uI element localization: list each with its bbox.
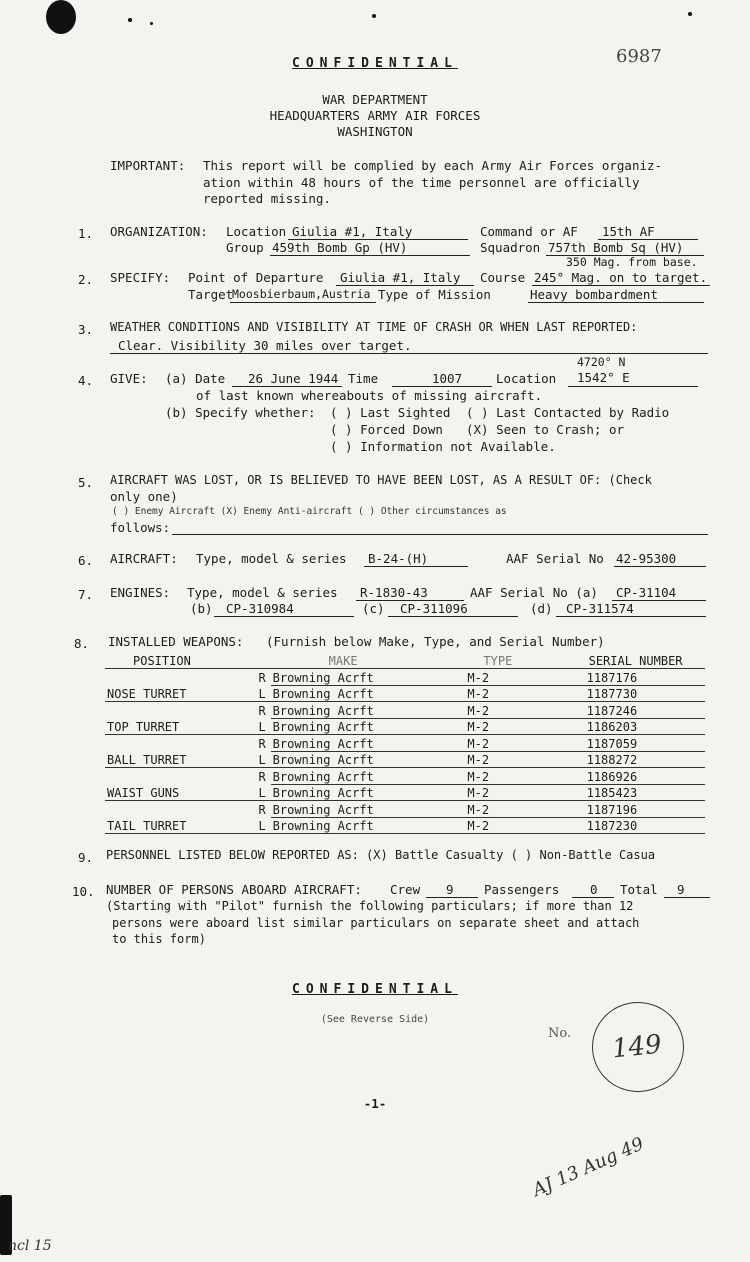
s10-line3: persons were aboard list similar particulars on separate sheet and attach (112, 916, 640, 930)
s7-c-rule (388, 616, 518, 617)
table-row (105, 768, 705, 785)
s6-type: B-24-(H) (368, 551, 429, 566)
s4-location-label: Location (496, 371, 557, 386)
war-department: WAR DEPARTMENT (322, 92, 428, 107)
s7-num: 7. (78, 587, 94, 602)
weapon-side: R (258, 704, 266, 718)
s10-line4: to this form) (112, 932, 206, 946)
stamp-no-label: No. (548, 1026, 572, 1041)
page-number: -1- (363, 1096, 387, 1111)
table-row (105, 751, 705, 768)
s7-b: CP-310984 (226, 601, 294, 616)
s8-label: INSTALLED WEAPONS: (108, 634, 244, 649)
weapon-type: M-2 (447, 817, 568, 834)
weapon-type: M-2 (447, 784, 568, 801)
important-label: IMPORTANT: (110, 158, 186, 173)
s4-num: 4. (78, 373, 94, 388)
s6-serial-rule (614, 566, 706, 567)
s7-type-label: Type, model & series (187, 585, 338, 600)
s7-d: CP-311574 (566, 601, 634, 616)
s7-type: R-1830-43 (360, 585, 428, 600)
weapon-side: R (258, 737, 266, 751)
weapon-position: TOP TURRET (105, 718, 257, 735)
table-row (105, 817, 705, 834)
weapon-make: Browning Acrft (271, 817, 448, 834)
s10-label: NUMBER OF PERSONS ABOARD AIRCRAFT: (106, 882, 362, 897)
weapon-side: L (257, 685, 271, 702)
s4-lon: 1542° E (577, 370, 630, 385)
weapon-side: L (257, 751, 271, 768)
weapon-serial: 1186203 (569, 718, 705, 735)
s6-type-rule (364, 566, 468, 567)
s3-value: Clear. Visibility 30 miles over target. (118, 338, 412, 353)
ink-blot (46, 0, 76, 34)
s9-text: PERSONNEL LISTED BELOW REPORTED AS: (X) Battle Casualty ( ) Non-Battle Casua (106, 848, 656, 862)
s7-d-label: (d) (530, 601, 553, 616)
weapon-side: R (258, 803, 266, 817)
s2-course-label: Course (480, 270, 526, 285)
weapon-position (105, 702, 257, 719)
s1-squadron: 757th Bomb Sq (HV) (548, 240, 684, 255)
table-row (105, 669, 705, 686)
s2-course: 245° Mag. on to target. (534, 270, 708, 285)
hq-aaf: HEADQUARTERS ARMY AIR FORCES (269, 108, 481, 123)
s4-opt2[interactable]: ( ) Last Contacted by Radio (466, 405, 670, 420)
weapon-serial: 1185423 (569, 784, 705, 801)
weapon-type: M-2 (447, 768, 568, 785)
weapon-position (105, 801, 257, 818)
s5-follows: follows: (110, 520, 171, 535)
s10-line2: (Starting with "Pilot" furnish the following particulars; if more than 12 (106, 899, 634, 913)
s6-serial-label: AAF Serial No (506, 551, 604, 566)
weapon-position (105, 768, 257, 785)
weapon-serial: 1187059 (569, 735, 705, 752)
s4-b-label: (b) Specify whether: (165, 405, 316, 420)
s5-options[interactable]: ( ) Enemy Aircraft (X) Enemy Anti-aircraft ( ) Other circumstances as (112, 506, 507, 517)
s1-group: 459th Bomb Gp (HV) (272, 240, 408, 255)
s5-num: 5. (78, 475, 94, 490)
confidential-header: CONFIDENTIAL (292, 56, 458, 71)
page-number-stamp: 6987 (616, 46, 662, 67)
weapon-make: Browning Acrft (271, 768, 448, 785)
s2-target-rule (230, 302, 376, 303)
s4-a-label: (a) Date (165, 371, 226, 386)
s4-lat: 4720° N (577, 355, 626, 369)
table-row (105, 801, 705, 818)
s2-mission: Heavy bombardment (530, 287, 658, 302)
weapons-header-row (105, 652, 705, 669)
weapon-position: BALL TURRET (105, 751, 257, 768)
weapon-side: L (257, 784, 271, 801)
s7-serial-label: AAF Serial No (a) (470, 585, 598, 600)
weapon-serial: 1187246 (569, 702, 705, 719)
weapon-make: Browning Acrft (271, 735, 448, 752)
s6-label: AIRCRAFT: (110, 551, 178, 566)
s2-mission-label: Type of Mission (378, 287, 491, 302)
weapon-position (105, 735, 257, 752)
s3-label: WEATHER CONDITIONS AND VISIBILITY AT TIME OF CRASH OR WHEN LAST REPORTED: (110, 320, 638, 334)
weapon-position (105, 669, 257, 686)
weapon-type: M-2 (447, 801, 568, 818)
weapon-position: WAIST GUNS (105, 784, 257, 801)
s9-num: 9. (78, 850, 94, 865)
s4-opt3[interactable]: ( ) Forced Down (330, 422, 443, 437)
s2-departure-label: Point of Departure (188, 270, 324, 285)
corner-note: ncl 15 (8, 1238, 52, 1254)
important-line2: ation within 48 hours of the time personnel are officially (203, 175, 640, 190)
weapon-type: M-2 (447, 751, 568, 768)
weapon-side: R (258, 671, 266, 685)
weapons-table (105, 652, 705, 834)
s1-label: ORGANIZATION: (110, 224, 208, 239)
s1-num: 1. (78, 226, 94, 241)
s4-opt4[interactable]: (X) Seen to Crash; or (466, 422, 625, 437)
weapon-make: Browning Acrft (271, 718, 448, 735)
weapon-type: M-2 (447, 685, 568, 702)
weapon-make: Browning Acrft (271, 784, 448, 801)
s7-d-rule (556, 616, 706, 617)
weapon-make: Browning Acrft (271, 669, 448, 686)
s6-type-label: Type, model & series (196, 551, 347, 566)
see-reverse: (See Reverse Side) (320, 1014, 430, 1025)
weapon-make: Browning Acrft (271, 751, 448, 768)
table-row (105, 784, 705, 801)
s2-mission-rule (528, 302, 704, 303)
weapon-serial: 1187730 (569, 685, 705, 702)
weapon-make: Browning Acrft (271, 685, 448, 702)
s2-num: 2. (78, 272, 94, 287)
weapon-side: L (257, 817, 271, 834)
weapon-serial: 1186926 (569, 768, 705, 785)
table-row (105, 702, 705, 719)
s7-c: CP-311096 (400, 601, 468, 616)
s7-c-label: (c) (362, 601, 385, 616)
stamp-number: 149 (610, 1029, 664, 1065)
s10-pass-label: Passengers (484, 882, 560, 897)
s10-total: 9 (677, 882, 685, 897)
table-row (105, 685, 705, 702)
s4-date: 26 June 1944 (248, 371, 339, 386)
weapon-position: NOSE TURRET (105, 685, 257, 702)
s5-label2: only one) (110, 489, 178, 504)
s4-time-label: Time (348, 371, 379, 386)
s10-crew: 9 (446, 882, 454, 897)
weapon-serial: 1187230 (569, 817, 705, 834)
s8-num: 8. (74, 636, 90, 651)
ink-speck (150, 22, 153, 25)
s5-label: AIRCRAFT WAS LOST, OR IS BELIEVED TO HAVE BEEN LOST, AS A RESULT OF: (Check (110, 473, 652, 487)
s1-squadron-label: Squadron (480, 240, 541, 255)
s7-label: ENGINES: (110, 585, 171, 600)
s1-group-label: Group (226, 240, 264, 255)
weapon-side: R (258, 770, 266, 784)
s1-command-label: Command or AF (480, 224, 578, 239)
s10-total-label: Total (620, 882, 658, 897)
col-serial: SERIAL NUMBER (569, 652, 705, 669)
s1-location: Giulia #1, Italy (292, 224, 413, 239)
col-type: TYPE (447, 652, 568, 669)
s4-time: 1007 (432, 371, 463, 386)
s1-command: 15th AF (602, 224, 655, 239)
table-row (105, 718, 705, 735)
weapon-position: TAIL TURRET (105, 817, 257, 834)
handwritten-note: AJ 13 Aug 49 (529, 1133, 647, 1201)
important-line1: This report will be complied by each Army Air Forces organiz- (203, 158, 663, 173)
ink-speck (128, 18, 132, 22)
s7-a: CP-31104 (616, 585, 677, 600)
s1-course-note: 350 Mag. from base. (566, 255, 698, 269)
weapon-serial: 1187196 (569, 801, 705, 818)
s8-instructions: (Furnish below Make, Type, and Serial Number) (266, 634, 605, 649)
s2-target: Moosbierbaum,Austria (232, 287, 371, 301)
s2-target-label: Target (188, 287, 234, 302)
s10-total-rule (664, 897, 710, 898)
s4-location-rule (568, 386, 698, 387)
col-position: POSITION (105, 652, 257, 669)
s1-location-label: Location (226, 224, 287, 239)
s7-b-label: (b) (190, 601, 213, 616)
col-make: MAKE (271, 652, 448, 669)
washington: WASHINGTON (337, 124, 413, 139)
s4-opt1[interactable]: ( ) Last Sighted (330, 405, 451, 420)
s5-follows-rule (172, 534, 708, 535)
s3-num: 3. (78, 322, 94, 337)
weapon-side: L (257, 718, 271, 735)
weapon-serial: 1187176 (569, 669, 705, 686)
s2-departure: Giulia #1, Italy (340, 270, 461, 285)
s6-serial: 42-95300 (616, 551, 677, 566)
weapon-make: Browning Acrft (271, 702, 448, 719)
s10-num: 10. (72, 884, 95, 899)
table-row (105, 735, 705, 752)
s10-pass: 0 (590, 882, 598, 897)
s6-num: 6. (78, 553, 94, 568)
ink-speck (688, 12, 692, 16)
s1-group-rule (270, 255, 470, 256)
weapon-serial: 1188272 (569, 751, 705, 768)
weapon-type: M-2 (447, 669, 568, 686)
s4-opt5[interactable]: ( ) Information not Available. (330, 439, 556, 454)
confidential-footer: CONFIDENTIAL (292, 982, 458, 997)
important-line3: reported missing. (203, 191, 331, 206)
weapon-type: M-2 (447, 702, 568, 719)
s10-crew-label: Crew (390, 882, 421, 897)
s4-label: GIVE: (110, 371, 148, 386)
weapon-type: M-2 (447, 718, 568, 735)
weapon-make: Browning Acrft (271, 801, 448, 818)
s7-b-rule (214, 616, 354, 617)
weapon-type: M-2 (447, 735, 568, 752)
s2-label: SPECIFY: (110, 270, 171, 285)
ink-speck (372, 14, 376, 18)
s4-a-line2: of last known whereabouts of missing aircraft. (196, 388, 543, 403)
